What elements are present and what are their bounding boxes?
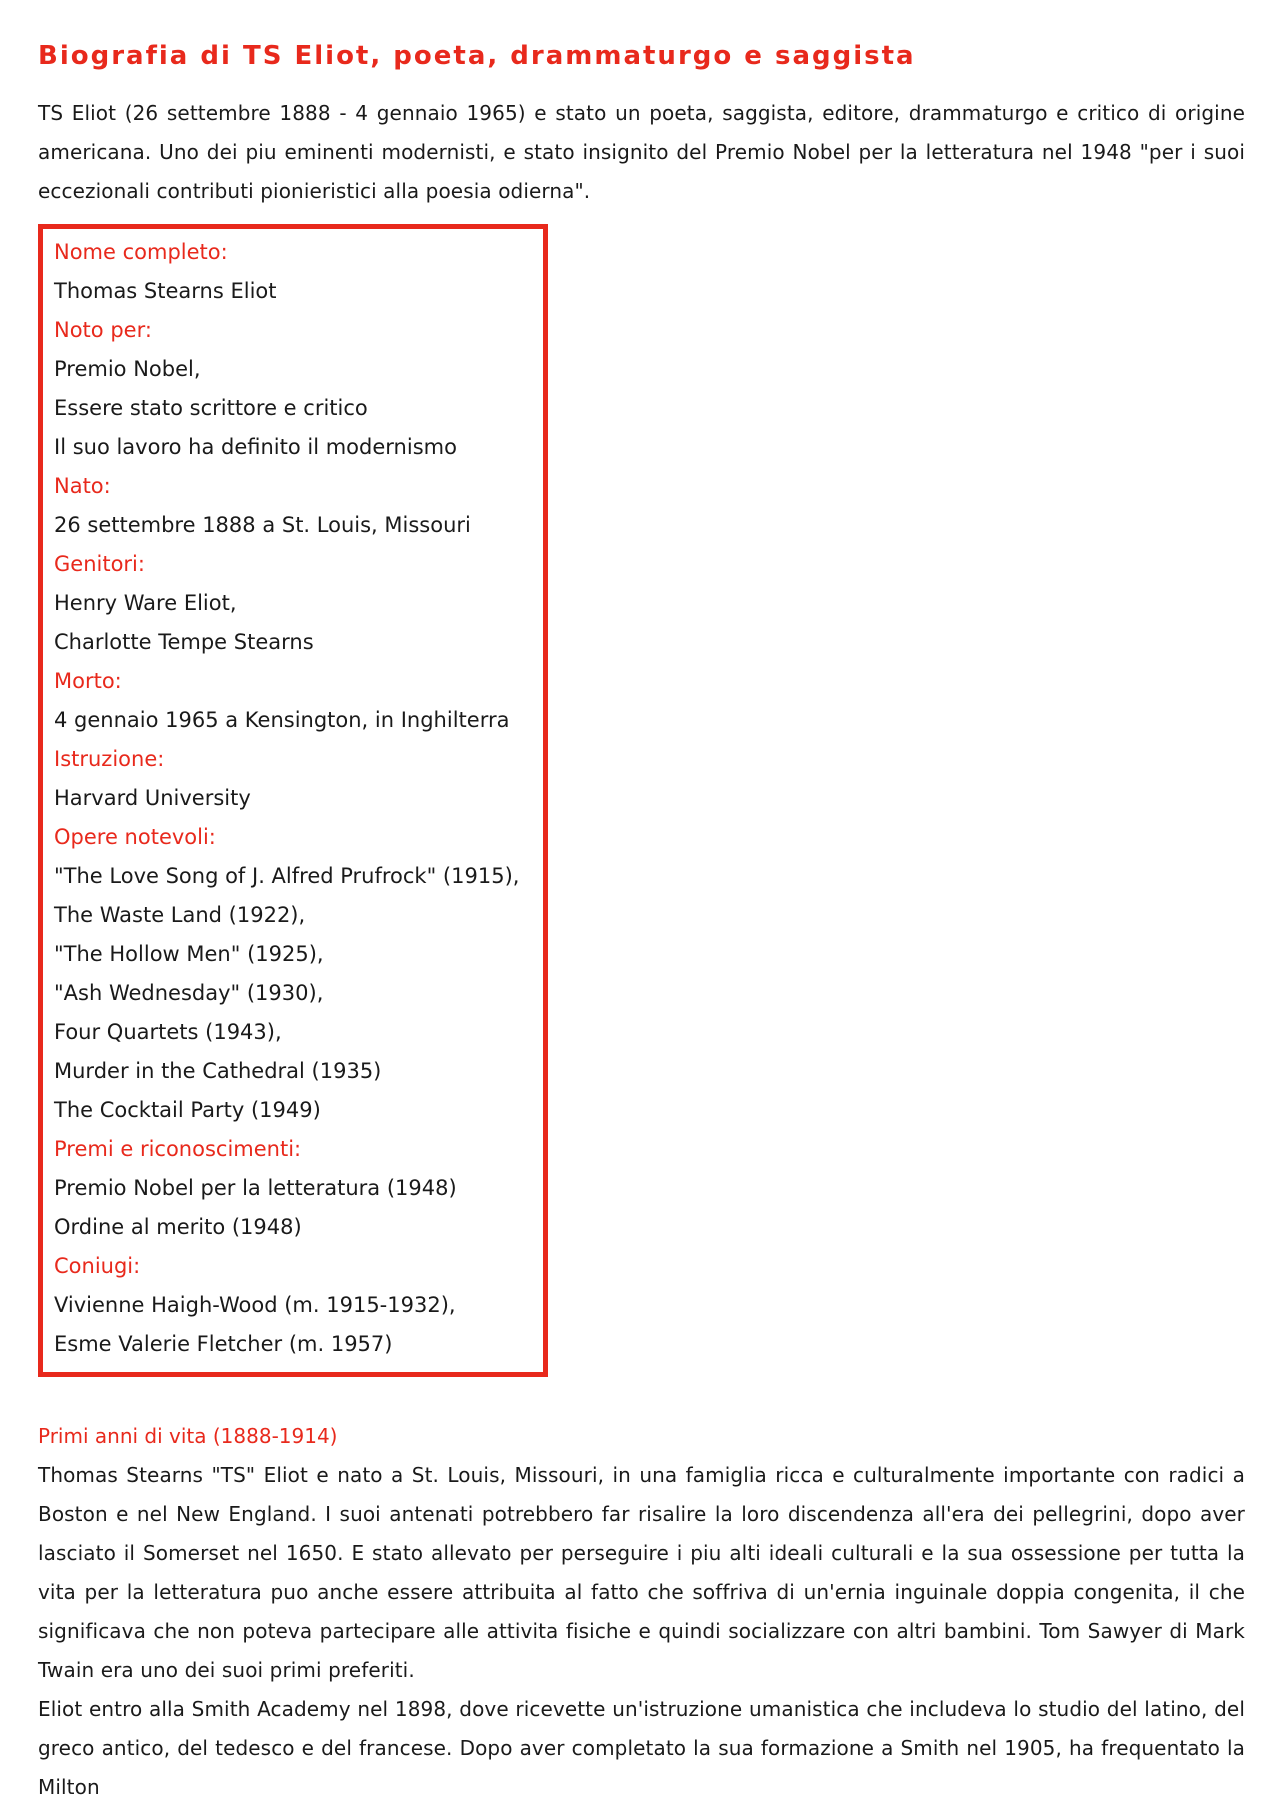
infobox-value-known-for: Essere stato scrittore e critico [54, 396, 368, 420]
infobox-value-notable-work: Four Quartets (1943), [54, 1020, 282, 1044]
early-life-paragraph: Thomas Stearns "TS" Eliot e nato a St. Louis, Missouri, in una famiglia ricca e culturalmente importante con radici a Boston e nel New England. I suoi antenati potrebbero far risalire la loro discendenza all'era dei pellegrini, dopo aver lasciato il Somerset nel 1650. E stato allevato per perseguire i piu alti ideali culturali e la sua ossessione per tutta la vita per la letteratura puo anche essere attribuita al fatto che soffriva di un'ernia inguinale doppia congenita, il che significava che non poteva partecipare alle attivita fisiche e quindi socializzare con altri bambini. Tom Sawyer di Mark Twain era uno dei suoi primi preferiti. [38, 1463, 1245, 1682]
infobox-label-awards: Premi e riconoscimenti: [54, 1137, 302, 1161]
infobox-value-notable-work: The Waste Land (1922), [54, 903, 306, 927]
infobox-value-born: 26 settembre 1888 a St. Louis, Missouri [54, 513, 471, 537]
infobox-value-parents: Henry Ware Eliot, [54, 591, 237, 615]
infobox-value-died: 4 gennaio 1965 a Kensington, in Inghilterra [54, 708, 510, 732]
document-page [38, 34, 1245, 1807]
infobox-value-notable-work: Murder in the Cathedral (1935) [54, 1059, 382, 1083]
infobox-label-spouses: Coniugi: [54, 1254, 141, 1278]
infobox-label-known-for: Noto per: [54, 318, 152, 342]
infobox-label-died: Morto: [54, 669, 122, 693]
infobox-value-award: Premio Nobel per la letteratura (1948) [54, 1176, 457, 1200]
infobox-value-education: Harvard University [54, 786, 251, 810]
infobox-label-notable-works: Opere notevoli: [54, 825, 216, 849]
infobox [38, 224, 548, 1377]
infobox-value-full-name: Thomas Stearns Eliot [54, 279, 277, 303]
infobox-value-notable-work: The Cocktail Party (1949) [54, 1098, 321, 1122]
infobox-value-parents: Charlotte Tempe Stearns [54, 630, 314, 654]
infobox-value-spouse: Esme Valerie Fletcher (m. 1957) [54, 1332, 393, 1356]
infobox-value-known-for: Premio Nobel, [54, 357, 201, 381]
infobox-value-notable-work: "The Hollow Men" (1925), [54, 942, 324, 966]
infobox-value-known-for: Il suo lavoro ha definito il modernismo [54, 435, 457, 459]
intro-paragraph: TS Eliot (26 settembre 1888 - 4 gennaio 1965) e stato un poeta, saggista, editore, drammaturgo e critico di origine americana. Uno dei piu eminenti modernisti, e stato insignito del Premio Nobel per la letteratura nel 1948 "per i suoi eccezionali contributi pionieristici alla poesia odierna". [38, 101, 1245, 203]
infobox-value-notable-work: "Ash Wednesday" (1930), [54, 981, 324, 1005]
infobox-value-award: Ordine al merito (1948) [54, 1215, 302, 1239]
infobox-label-born: Nato: [54, 474, 111, 498]
infobox-label-parents: Genitori: [54, 552, 145, 576]
infobox-value-notable-work: "The Love Song of J. Alfred Prufrock" (1915), [54, 864, 520, 888]
infobox-value-spouse: Vivienne Haigh-Wood (m. 1915-1932), [54, 1293, 456, 1317]
infobox-label-full-name: Nome completo: [54, 240, 228, 264]
section-heading-early-life: Primi anni di vita (1888-1914) [38, 1424, 338, 1448]
early-life-paragraph: Eliot entro alla Smith Academy nel 1898, dove ricevette un'istruzione umanistica che includeva lo studio del latino, del greco antico, del tedesco e del francese. Dopo aver completato la sua formazione a Smith nel 1905, ha frequentato la Milton [38, 1697, 1245, 1799]
document-title: Biografia di TS Eliot, poeta, drammaturgo e saggista [38, 41, 916, 71]
infobox-label-education: Istruzione: [54, 747, 165, 771]
